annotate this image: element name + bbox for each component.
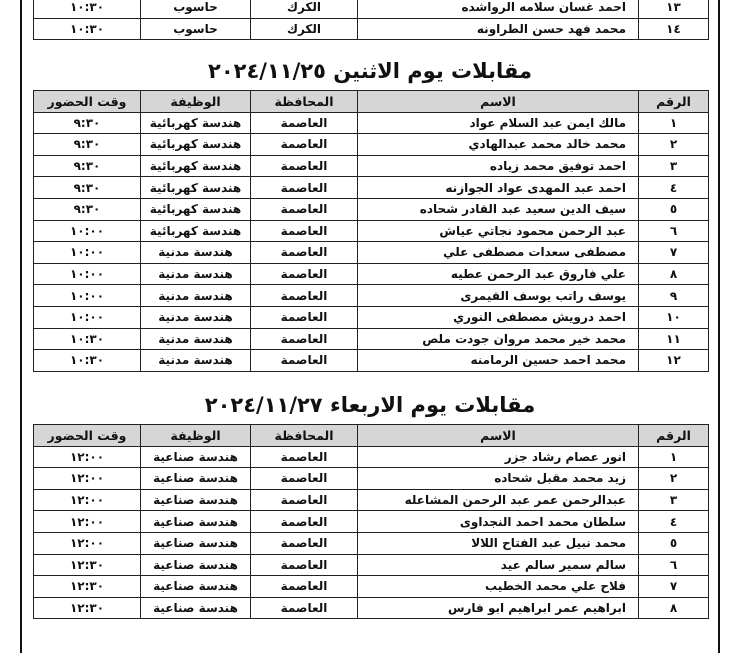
cell-num: ١٣ (639, 0, 709, 18)
cell-gov: العاصمة (251, 112, 358, 134)
cell-gov: العاصمة (251, 468, 358, 490)
table-row (34, 328, 709, 350)
cell-gov: العاصمة (251, 134, 358, 156)
cell-name: احمد غسان سلامه الرواشده (358, 0, 639, 18)
cell-name: يوسف راتب يوسف القيمرى (358, 285, 639, 307)
header-name: الاسم (358, 91, 639, 113)
cell-time: ١٢:٠٠ (34, 511, 141, 533)
cell-time: ١٢:٣٠ (34, 576, 141, 598)
cell-name: سلطان محمد احمد النجداوى (358, 511, 639, 533)
header-job: الوظيفة (141, 91, 251, 113)
section-title-wednesday: مقابلات يوم الاربعاء ٢٠٢٤/١١/٢٧ (204, 393, 536, 417)
cell-gov: العاصمة (251, 285, 358, 307)
section-title-monday: مقابلات يوم الاثنين ٢٠٢٤/١١/٢٥ (208, 59, 532, 83)
table-row (34, 306, 709, 328)
cell-job: هندسة كهربائية (141, 220, 251, 242)
table-row (34, 177, 709, 199)
cell-name: محمد احمد حسين الرمامنه (358, 350, 639, 372)
cell-time: ١٠:٠٠ (34, 306, 141, 328)
wednesday-table (33, 424, 709, 619)
cell-name: احمد توفيق محمد زياده (358, 155, 639, 177)
header-time: وقت الحضور (34, 425, 141, 447)
cell-job: هندسة كهربائية (141, 134, 251, 156)
cell-name: ابراهيم عمر ابراهيم ابو فارس (358, 597, 639, 619)
cell-gov: العاصمة (251, 306, 358, 328)
cell-num: ٣ (639, 155, 709, 177)
cell-num: ٨ (639, 263, 709, 285)
cell-name: محمد خالد محمد عبدالهادي (358, 134, 639, 156)
cell-time: ١٠:٠٠ (34, 263, 141, 285)
top-table-body (34, 0, 709, 40)
table-row (34, 134, 709, 156)
cell-num: ٦ (639, 220, 709, 242)
cell-num: ٢ (639, 134, 709, 156)
top-continuation-table (33, 0, 709, 40)
cell-num: ٨ (639, 597, 709, 619)
cell-num: ٢ (639, 468, 709, 490)
cell-gov: العاصمة (251, 198, 358, 220)
cell-gov: العاصمة (251, 489, 358, 511)
cell-name: عبد الرحمن محمود نجاتي عياش (358, 220, 639, 242)
cell-time: ١٠:٣٠ (34, 18, 141, 40)
table-row (34, 263, 709, 285)
cell-job: هندسة مدنية (141, 263, 251, 285)
table-row (34, 576, 709, 598)
page-border-right (718, 0, 720, 653)
cell-time: ١٢:٠٠ (34, 489, 141, 511)
cell-gov: العاصمة (251, 177, 358, 199)
cell-job: هندسة صناعية (141, 576, 251, 598)
cell-gov: العاصمة (251, 263, 358, 285)
header-gov: المحافظة (251, 91, 358, 113)
cell-gov: العاصمة (251, 328, 358, 350)
cell-name: محمد نبيل عبد الفتاح اللالا (358, 532, 639, 554)
cell-gov: الكرك (251, 0, 358, 18)
page-border-left (20, 0, 22, 653)
cell-time: ١٢:٠٠ (34, 468, 141, 490)
cell-job: هندسة صناعية (141, 597, 251, 619)
cell-gov: العاصمة (251, 532, 358, 554)
cell-job: حاسوب (141, 0, 251, 18)
cell-job: هندسة كهربائية (141, 177, 251, 199)
cell-time: ١٠:٠٠ (34, 285, 141, 307)
cell-job: هندسة صناعية (141, 446, 251, 468)
cell-job: هندسة صناعية (141, 532, 251, 554)
cell-num: ٥ (639, 198, 709, 220)
header-time: وقت الحضور (34, 91, 141, 113)
cell-name: فلاح علي محمد الخطيب (358, 576, 639, 598)
cell-gov: العاصمة (251, 511, 358, 533)
cell-job: هندسة صناعية (141, 554, 251, 576)
table-row (34, 220, 709, 242)
cell-num: ٦ (639, 554, 709, 576)
cell-job: هندسة كهربائية (141, 198, 251, 220)
cell-name: عبدالرحمن عمر عبد الرحمن المشاعله (358, 489, 639, 511)
table-row (34, 511, 709, 533)
monday-table-body (34, 112, 709, 371)
table-row (34, 350, 709, 372)
cell-num: ١١ (639, 328, 709, 350)
wednesday-table-body (34, 446, 709, 619)
cell-num: ٩ (639, 285, 709, 307)
cell-time: ١٠:٣٠ (34, 328, 141, 350)
cell-time: ١٢:٣٠ (34, 554, 141, 576)
cell-gov: الكرك (251, 18, 358, 40)
cell-time: ١٢:٠٠ (34, 446, 141, 468)
cell-job: هندسة صناعية (141, 511, 251, 533)
monday-table (33, 90, 709, 372)
cell-num: ١٤ (639, 18, 709, 40)
cell-name: احمد درويش مصطفى النوري (358, 306, 639, 328)
cell-time: ٩:٣٠ (34, 134, 141, 156)
cell-name: انور عصام رشاد جزر (358, 446, 639, 468)
cell-num: ٣ (639, 489, 709, 511)
cell-name: زيد محمد مقبل شحاده (358, 468, 639, 490)
cell-name: مصطفى سعدات مصطفى علي (358, 242, 639, 264)
table-row (34, 198, 709, 220)
cell-num: ١٢ (639, 350, 709, 372)
cell-time: ١٠:٠٠ (34, 242, 141, 264)
cell-time: ١٢:٠٠ (34, 532, 141, 554)
cell-time: ١٠:٠٠ (34, 220, 141, 242)
cell-time: ١٠:٣٠ (34, 350, 141, 372)
cell-gov: العاصمة (251, 242, 358, 264)
cell-time: ٩:٣٠ (34, 155, 141, 177)
cell-num: ٤ (639, 177, 709, 199)
table-header-row (34, 425, 709, 447)
header-num: الرقم (639, 425, 709, 447)
table-row (34, 468, 709, 490)
cell-num: ١٠ (639, 306, 709, 328)
cell-num: ١ (639, 446, 709, 468)
cell-job: هندسة كهربائية (141, 155, 251, 177)
cell-name: سيف الدين سعيد عبد القادر شحاده (358, 198, 639, 220)
table-row (34, 446, 709, 468)
table-row (34, 489, 709, 511)
cell-job: هندسة صناعية (141, 468, 251, 490)
cell-gov: العاصمة (251, 597, 358, 619)
cell-gov: العاصمة (251, 155, 358, 177)
cell-name: احمد عبد المهدى عواد الجوازنه (358, 177, 639, 199)
table-row (34, 285, 709, 307)
cell-name: محمد فهد حسن الطراونه (358, 18, 639, 40)
cell-name: علي فاروق عبد الرحمن عطيه (358, 263, 639, 285)
cell-time: ٩:٣٠ (34, 177, 141, 199)
header-name: الاسم (358, 425, 639, 447)
cell-job: هندسة صناعية (141, 489, 251, 511)
cell-job: هندسة مدنية (141, 306, 251, 328)
cell-num: ٥ (639, 532, 709, 554)
cell-gov: العاصمة (251, 446, 358, 468)
cell-job: هندسة مدنية (141, 242, 251, 264)
header-job: الوظيفة (141, 425, 251, 447)
table-row (34, 155, 709, 177)
table-header-row (34, 91, 709, 113)
cell-job: هندسة مدنية (141, 328, 251, 350)
header-gov: المحافظة (251, 425, 358, 447)
table-row (34, 554, 709, 576)
cell-gov: العاصمة (251, 220, 358, 242)
cell-gov: العاصمة (251, 576, 358, 598)
cell-num: ٧ (639, 242, 709, 264)
cell-gov: العاصمة (251, 554, 358, 576)
cell-job: حاسوب (141, 18, 251, 40)
cell-time: ١٠:٣٠ (34, 0, 141, 18)
cell-time: ٩:٣٠ (34, 112, 141, 134)
table-row (34, 597, 709, 619)
table-row (34, 0, 709, 18)
table-row (34, 18, 709, 40)
cell-job: هندسة مدنية (141, 285, 251, 307)
cell-job: هندسة كهربائية (141, 112, 251, 134)
cell-num: ٤ (639, 511, 709, 533)
cell-name: سالم سمير سالم عيد (358, 554, 639, 576)
cell-time: ١٢:٣٠ (34, 597, 141, 619)
header-num: الرقم (639, 91, 709, 113)
cell-name: مالك ايمن عبد السلام عواد (358, 112, 639, 134)
table-row (34, 112, 709, 134)
cell-job: هندسة مدنية (141, 350, 251, 372)
cell-num: ١ (639, 112, 709, 134)
cell-num: ٧ (639, 576, 709, 598)
cell-gov: العاصمة (251, 350, 358, 372)
table-row (34, 532, 709, 554)
table-row (34, 242, 709, 264)
cell-time: ٩:٣٠ (34, 198, 141, 220)
cell-name: محمد خير محمد مروان جودت ملص (358, 328, 639, 350)
